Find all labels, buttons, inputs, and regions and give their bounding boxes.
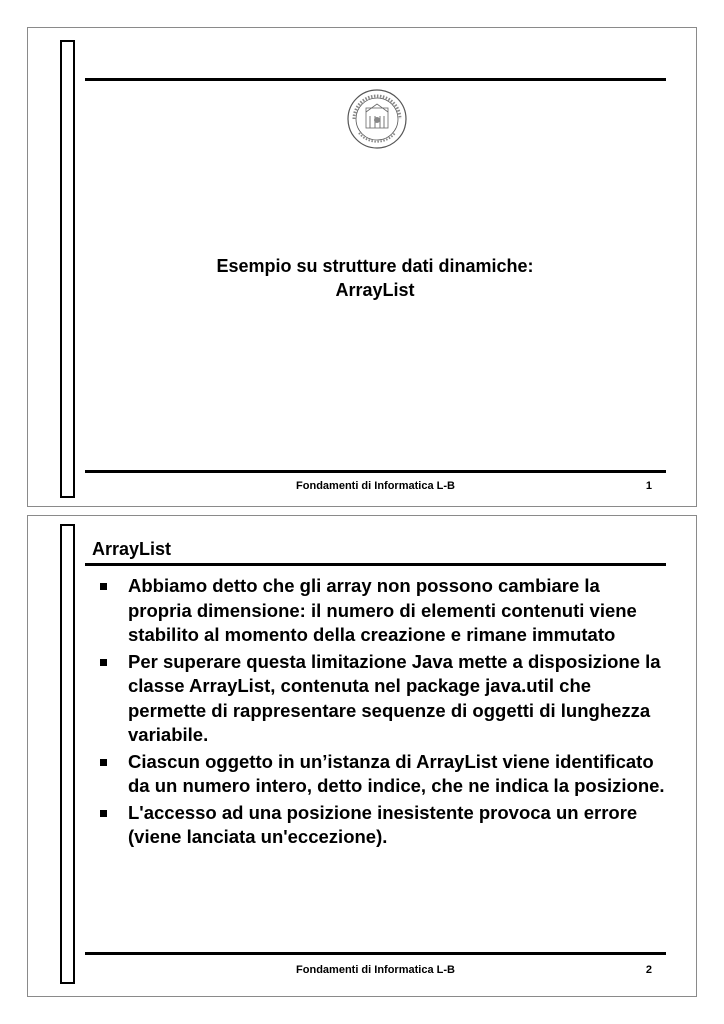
slide-title: ArrayList [92,539,172,559]
slide-title [88,254,662,302]
square-bullet-icon [100,659,107,666]
slide-2 [27,515,697,997]
square-bullet-icon [100,583,107,590]
bullet-text: Per superare questa limitazione Java mette a disposizione la classe ArrayList, contenuta nel package java.util che permette di rappresentare sequenze di oggetti di lunghezza variabile. [128,650,661,745]
page-number: 2 [645,964,652,976]
footer-rule [85,952,666,955]
header-rule [85,78,666,81]
square-bullet-icon [100,759,107,766]
footer-course-name: Fondamenti di Informatica L-B [296,480,455,492]
bullet-item [96,650,666,748]
slide-sidebar-bar [60,40,75,498]
title-line-2: ArrayList [335,280,415,300]
bullet-item [96,750,666,799]
university-seal-icon [346,88,408,150]
bullet-text: Abbiamo detto che gli array non possono cambiare la propria dimensione: il numero di elementi contenuti viene stabilito al momento della creazione e rimane immutato [128,575,637,645]
bullet-item [96,801,666,850]
page-number: 1 [645,480,652,492]
title-line-1: Esempio su strutture dati dinamiche: [216,256,534,276]
square-bullet-icon [100,810,107,817]
bullet-item [96,574,666,648]
bullet-text: L'accesso ad una posizione inesistente provoca un errore (viene lanciata un'eccezione). [128,801,638,847]
bullet-text: Ciascun oggetto in un’istanza di ArrayList viene identificato da un numero intero, detto indice, che ne indica la posizione. [128,750,665,796]
footer-rule [85,470,666,473]
header-rule [85,563,666,566]
footer-course-name: Fondamenti di Informatica L-B [296,964,455,976]
bullet-list [96,574,666,852]
slide-sidebar-bar [60,524,75,984]
slide-1 [27,27,697,507]
